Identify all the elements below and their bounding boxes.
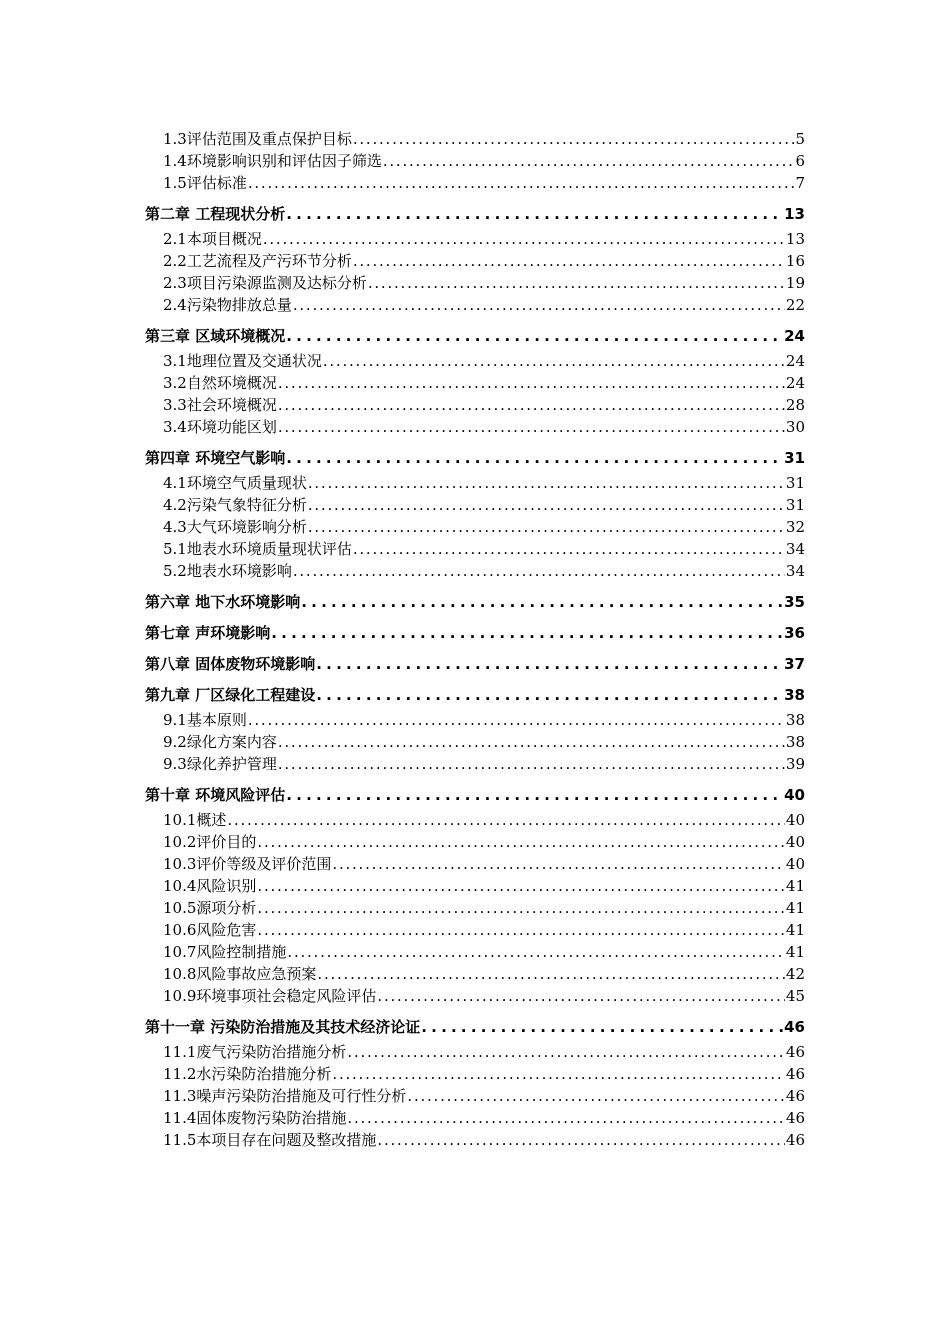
dot-leader <box>257 897 785 919</box>
section-title: 10.8风险事故应急预案 <box>163 965 317 983</box>
section-title: 11.1废气污染防治措施分析 <box>163 1043 347 1061</box>
toc-section-entry[interactable] <box>145 963 805 985</box>
dot-leader <box>377 1129 785 1151</box>
dot-leader <box>263 228 785 250</box>
toc-section-entry[interactable] <box>145 853 805 875</box>
table-of-contents <box>145 128 805 1151</box>
section-title: 10.3评价等级及评价范围 <box>163 855 332 873</box>
page-number: 22 <box>785 296 805 314</box>
page-number: 40 <box>785 855 805 873</box>
page-number: 34 <box>785 540 805 558</box>
page-number: 41 <box>785 943 805 961</box>
dot-leader <box>407 1085 785 1107</box>
section-title: 4.2污染气象特征分析 <box>163 496 307 514</box>
page-number: 40 <box>785 811 805 829</box>
dot-leader <box>383 150 795 172</box>
chapter-title: 第三章 区域环境概况 <box>145 327 286 345</box>
section-title: 3.1地理位置及交通状况 <box>163 352 322 370</box>
page-number: 24 <box>785 352 805 370</box>
page-number: 38 <box>784 686 805 704</box>
section-title: 11.4固体废物污染防治措施 <box>163 1109 347 1127</box>
page-number: 35 <box>784 593 805 611</box>
toc-chapter-entry[interactable] <box>145 447 805 469</box>
toc-section-entry[interactable] <box>145 172 805 194</box>
section-title: 1.3评估范围及重点保护目标 <box>163 130 352 148</box>
dot-leader <box>332 853 785 875</box>
chapter-title: 第七章 声环境影响 <box>145 624 271 642</box>
toc-section-entry[interactable] <box>145 272 805 294</box>
page-number: 31 <box>784 449 805 467</box>
toc-section-entry[interactable] <box>145 394 805 416</box>
page-number: 46 <box>785 1043 805 1061</box>
chapter-title: 第十一章 污染防治措施及其技术经济论证 <box>145 1018 421 1036</box>
dot-leader <box>353 128 795 150</box>
toc-section-entry[interactable] <box>145 250 805 272</box>
page-number: 28 <box>785 396 805 414</box>
dot-leader <box>286 203 783 225</box>
page-number: 40 <box>784 786 805 804</box>
dot-leader <box>308 516 785 538</box>
toc-section-entry[interactable] <box>145 516 805 538</box>
toc-chapter-entry[interactable] <box>145 622 805 644</box>
toc-chapter-entry[interactable] <box>145 684 805 706</box>
page-number: 19 <box>785 274 805 292</box>
section-title: 10.5源项分析 <box>163 899 257 917</box>
page-number: 34 <box>785 562 805 580</box>
dot-leader <box>248 172 795 194</box>
page-number: 6 <box>795 152 805 170</box>
section-title: 2.1本项目概况 <box>163 230 262 248</box>
section-title: 2.4污染物排放总量 <box>163 296 292 314</box>
dot-leader <box>332 1063 785 1085</box>
dot-leader <box>368 272 785 294</box>
section-title: 9.2绿化方案内容 <box>163 733 277 751</box>
page-number: 46 <box>785 1109 805 1127</box>
page-number: 13 <box>785 230 805 248</box>
section-title: 9.3绿化养护管理 <box>163 755 277 773</box>
section-title: 11.5本项目存在问题及整改措施 <box>163 1131 377 1149</box>
dot-leader <box>308 472 785 494</box>
page-number: 46 <box>785 1065 805 1083</box>
dot-leader <box>257 831 785 853</box>
page-number: 41 <box>785 899 805 917</box>
dot-leader <box>286 784 783 806</box>
section-title: 11.2水污染防治措施分析 <box>163 1065 332 1083</box>
toc-section-entry[interactable] <box>145 416 805 438</box>
section-title: 10.7风险控制措施 <box>163 943 287 961</box>
page-number: 42 <box>785 965 805 983</box>
toc-section-entry[interactable] <box>145 1063 805 1085</box>
page-number: 38 <box>785 711 805 729</box>
toc-section-entry[interactable] <box>145 350 805 372</box>
toc-section-entry[interactable] <box>145 1085 805 1107</box>
toc-section-entry[interactable] <box>145 128 805 150</box>
section-title: 5.2地表水环境影响 <box>163 562 292 580</box>
dot-leader <box>278 753 785 775</box>
dot-leader <box>257 875 785 897</box>
toc-section-entry[interactable] <box>145 753 805 775</box>
dot-leader <box>286 447 783 469</box>
page-number: 46 <box>785 1087 805 1105</box>
page-number: 30 <box>785 418 805 436</box>
page-number: 45 <box>785 987 805 1005</box>
toc-section-entry[interactable] <box>145 1041 805 1063</box>
toc-section-entry[interactable] <box>145 494 805 516</box>
toc-chapter-entry[interactable] <box>145 203 805 225</box>
dot-leader <box>257 919 785 941</box>
page-number: 38 <box>785 733 805 751</box>
section-title: 9.1基本原则 <box>163 711 247 729</box>
section-title: 4.1环境空气质量现状 <box>163 474 307 492</box>
dot-leader <box>278 416 785 438</box>
toc-section-entry[interactable] <box>145 731 805 753</box>
page-number: 16 <box>785 252 805 270</box>
toc-section-entry[interactable] <box>145 941 805 963</box>
section-title: 3.2自然环境概况 <box>163 374 277 392</box>
section-title: 2.2工艺流程及产污环节分析 <box>163 252 352 270</box>
dot-leader <box>308 494 785 516</box>
dot-leader <box>293 560 785 582</box>
section-title: 10.4风险识别 <box>163 877 257 895</box>
page-number: 46 <box>785 1131 805 1149</box>
section-title: 10.1概述 <box>163 811 227 829</box>
section-title: 1.5评估标准 <box>163 174 247 192</box>
page-number: 7 <box>795 174 805 192</box>
toc-section-entry[interactable] <box>145 985 805 1007</box>
dot-leader <box>421 1016 783 1038</box>
toc-chapter-entry[interactable] <box>145 325 805 347</box>
toc-section-entry[interactable] <box>145 294 805 316</box>
section-title: 5.1地表水环境质量现状评估 <box>163 540 352 558</box>
section-title: 2.3项目污染源监测及达标分析 <box>163 274 367 292</box>
toc-section-entry[interactable] <box>145 1129 805 1151</box>
toc-section-entry[interactable] <box>145 538 805 560</box>
toc-section-entry[interactable] <box>145 228 805 250</box>
dot-leader <box>316 684 783 706</box>
dot-leader <box>347 1107 785 1129</box>
toc-section-entry[interactable] <box>145 897 805 919</box>
page-number: 39 <box>785 755 805 773</box>
dot-leader <box>316 653 783 675</box>
toc-section-entry[interactable] <box>145 150 805 172</box>
chapter-title: 第九章 厂区绿化工程建设 <box>145 686 316 704</box>
toc-section-entry[interactable] <box>145 919 805 941</box>
dot-leader <box>317 963 785 985</box>
dot-leader <box>227 809 785 831</box>
toc-section-entry[interactable] <box>145 809 805 831</box>
chapter-title: 第十章 环境风险评估 <box>145 786 286 804</box>
toc-section-entry[interactable] <box>145 560 805 582</box>
dot-leader <box>278 394 785 416</box>
dot-leader <box>248 709 785 731</box>
page-number: 24 <box>784 327 805 345</box>
page-number: 5 <box>795 130 805 148</box>
page-number: 41 <box>785 921 805 939</box>
toc-section-entry[interactable] <box>145 372 805 394</box>
section-title: 10.2评价目的 <box>163 833 257 851</box>
dot-leader <box>353 538 785 560</box>
toc-section-entry[interactable] <box>145 709 805 731</box>
toc-section-entry[interactable] <box>145 831 805 853</box>
chapter-title: 第二章 工程现状分析 <box>145 205 286 223</box>
toc-section-entry[interactable] <box>145 472 805 494</box>
dot-leader <box>301 591 783 613</box>
toc-chapter-entry[interactable] <box>145 653 805 675</box>
section-title: 1.4环境影响识别和评估因子筛选 <box>163 152 382 170</box>
page-number: 32 <box>785 518 805 536</box>
chapter-title: 第八章 固体废物环境影响 <box>145 655 316 673</box>
page-number: 31 <box>785 496 805 514</box>
toc-chapter-entry[interactable] <box>145 784 805 806</box>
section-title: 3.4环境功能区划 <box>163 418 277 436</box>
chapter-title: 第四章 环境空气影响 <box>145 449 286 467</box>
toc-chapter-entry[interactable] <box>145 591 805 613</box>
page-number: 41 <box>785 877 805 895</box>
dot-leader <box>287 941 785 963</box>
page-number: 36 <box>784 624 805 642</box>
dot-leader <box>347 1041 785 1063</box>
section-title: 10.9环境事项社会稳定风险评估 <box>163 987 377 1005</box>
chapter-title: 第六章 地下水环境影响 <box>145 593 301 611</box>
page-number: 31 <box>785 474 805 492</box>
dot-leader <box>353 250 785 272</box>
page-number: 24 <box>785 374 805 392</box>
dot-leader <box>293 294 785 316</box>
section-title: 10.6风险危害 <box>163 921 257 939</box>
dot-leader <box>278 731 785 753</box>
dot-leader <box>286 325 783 347</box>
toc-chapter-entry[interactable] <box>145 1016 805 1038</box>
page-number: 13 <box>784 205 805 223</box>
dot-leader <box>278 372 785 394</box>
dot-leader <box>271 622 783 644</box>
toc-section-entry[interactable] <box>145 875 805 897</box>
page-number: 40 <box>785 833 805 851</box>
dot-leader <box>377 985 785 1007</box>
toc-section-entry[interactable] <box>145 1107 805 1129</box>
section-title: 4.3大气环境影响分析 <box>163 518 307 536</box>
section-title: 3.3社会环境概况 <box>163 396 277 414</box>
page-number: 46 <box>784 1018 805 1036</box>
section-title: 11.3噪声污染防治措施及可行性分析 <box>163 1087 407 1105</box>
page-number: 37 <box>784 655 805 673</box>
dot-leader <box>323 350 785 372</box>
